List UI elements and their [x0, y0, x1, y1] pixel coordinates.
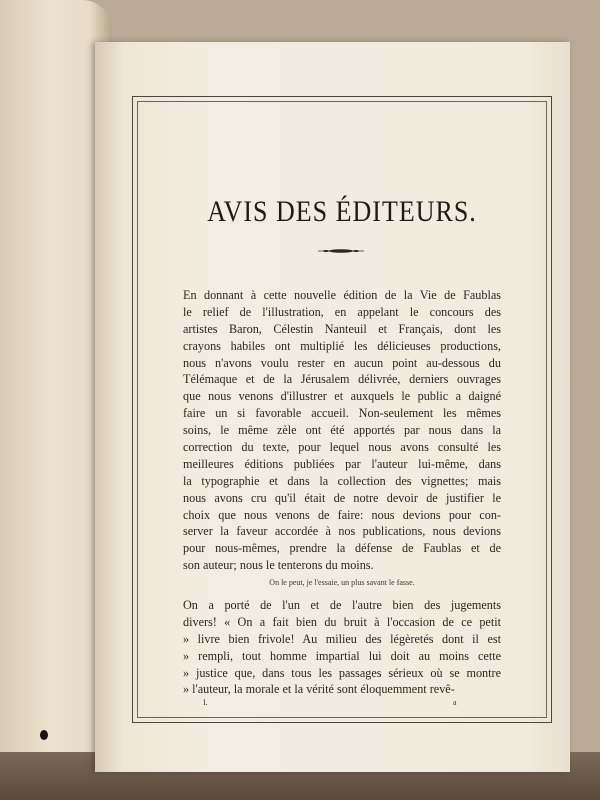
book-page — [95, 42, 570, 772]
text-line: divers! « On a fait bien du bruit à l'occasion de ce petit — [183, 614, 501, 629]
page-title: AVIS DES ÉDITEURS. — [207, 194, 477, 229]
text-line: que nous venons d'illustrer et auxquels le public a daigné — [183, 389, 501, 404]
text-line: artistes Baron, Célestin Nanteuil et Français, dont les — [183, 321, 501, 336]
paragraph-2 — [183, 597, 501, 698]
text-line: » justice que, dans tous les passages sérieux où se montre — [183, 665, 501, 680]
text-line: meilleures éditions publiées par l'auteur lui-même, dans — [183, 456, 501, 471]
text-line: son auteur; nous le tenterons du moins. — [183, 558, 374, 573]
text-line: le relief de l'illustration, en appelant le concours des — [183, 304, 501, 319]
text-line: nous avons cru qu'il était de notre devoir de justifier le — [183, 490, 501, 505]
text-line: » livre bien frivole! Au milieu des légèretés dont il est — [183, 631, 501, 646]
text-line: soins, le même zèle ont été apportés par nous dans la — [183, 423, 501, 438]
text-line: crayons habiles ont multiplié les délicieuses productions, — [183, 338, 501, 353]
text-line: » l'auteur, la morale et la vérité sont éloquemment revê- — [183, 682, 455, 697]
text-line: faire un si favorable accueil. Non-seulement les mêmes — [183, 406, 501, 421]
text-line: Télémaque et de la Jérusalem délivrée, derniers ouvrages — [183, 372, 501, 387]
text-line: » rempli, tout homme impartial lui doit au moins cette — [183, 648, 501, 663]
text-line: choix que nous venons de faire: nous devions pour con- — [183, 507, 501, 522]
paragraph-1 — [183, 287, 501, 574]
text-line: pour nous-mêmes, prendre la défense de Faublas et de — [183, 541, 501, 556]
text-line: En donnant à cette nouvelle édition de la Vie de Faublas — [183, 288, 501, 302]
motto: On le peut, je l'essaie, un plus savant le fasse. — [269, 578, 415, 587]
ink-spot — [40, 730, 48, 740]
text-line: On a porté de l'un et de l'autre bien des jugements — [183, 598, 501, 612]
signature-mark-right: a — [453, 698, 457, 707]
text-line: la typographie et dans la collection des vignettes; mais — [183, 473, 501, 488]
ornament-rule-icon — [318, 248, 364, 254]
text-line: correction du texte, pour lequel nous avons consulté les — [183, 440, 501, 455]
signature-mark-left: I. — [203, 698, 208, 707]
text-line: nous n'avons voulu rester en aucun point au-dessous du — [183, 355, 501, 370]
text-line: server la faveur accordée à nos publications, nous devions — [183, 524, 501, 539]
page-border — [132, 96, 552, 723]
